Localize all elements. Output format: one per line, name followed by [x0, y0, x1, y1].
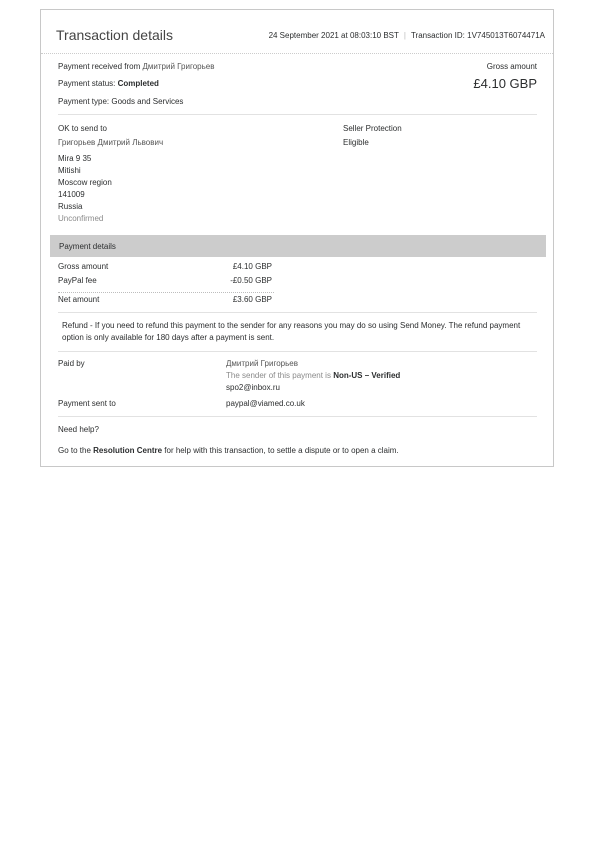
transaction-datetime: 24 September 2021 at 08:03:10 BST: [268, 31, 399, 40]
address-status: Unconfirmed: [58, 214, 104, 223]
gross-row-label: Gross amount: [58, 262, 109, 271]
page-title: Transaction details: [56, 27, 173, 43]
sent-to-email: paypal@viamed.co.uk: [226, 399, 305, 408]
received-name: Дмитрий Григорьев: [142, 62, 215, 71]
payment-details-band: [50, 235, 546, 257]
address-line: Moscow region: [58, 178, 112, 187]
status-value: Completed: [117, 79, 159, 88]
divider: [58, 351, 537, 352]
address-line: Mitishi: [58, 166, 81, 175]
payer-name: Дмитрий Григорьев: [226, 359, 298, 368]
sent-to-label: Payment sent to: [58, 399, 116, 408]
payment-type: [58, 97, 183, 106]
payment-status: [58, 79, 159, 88]
transaction-card: [40, 9, 554, 467]
divider: [58, 114, 537, 115]
ok-to-send-label: OK to send to: [58, 124, 107, 133]
help-prefix: Go to the: [58, 446, 91, 455]
net-row-value: £3.60 GBP: [232, 295, 272, 304]
recipient-name: Григорьев Дмитрий Львович: [58, 138, 164, 147]
gross-amount-value: £4.10 GBP: [473, 76, 537, 91]
divider: [58, 416, 537, 417]
type-label: Payment type:: [58, 97, 110, 106]
paid-by-label: Paid by: [58, 359, 85, 368]
payment-details-heading: Payment details: [59, 242, 116, 251]
address-line: Mira 9 35: [58, 154, 92, 163]
header-divider: [41, 53, 553, 54]
seller-protection-value: Eligible: [343, 138, 369, 147]
transaction-id-label: Transaction ID:: [410, 31, 465, 40]
status-label: Payment status:: [58, 79, 116, 88]
sender-verification: [226, 371, 400, 380]
address-line: 141009: [58, 190, 85, 199]
gross-row-value: £4.10 GBP: [232, 262, 272, 271]
transaction-meta: [269, 31, 545, 40]
fee-row-label: PayPal fee: [58, 276, 97, 285]
payer-email: spo2@inbox.ru: [226, 383, 280, 392]
received-label: Payment received from: [58, 62, 141, 71]
gross-amount-label: Gross amount: [486, 62, 537, 71]
resolution-centre-link[interactable]: Resolution Centre: [93, 446, 163, 455]
fee-row-value: -£0.50 GBP: [230, 276, 272, 285]
help-suffix: for help with this transaction, to settle a dispute or to open a claim.: [164, 446, 399, 455]
received-from: [58, 62, 214, 71]
fee-divider: [58, 292, 274, 293]
address-line: Russia: [58, 202, 83, 211]
help-text: [58, 446, 399, 455]
sender-status: Non-US – Verified: [333, 371, 401, 380]
meta-separator: |: [403, 31, 406, 40]
transaction-id: 1V745013T6074471A: [467, 31, 545, 40]
seller-protection-label: Seller Protection: [343, 124, 402, 133]
net-row-label: Net amount: [58, 295, 100, 304]
need-help-heading: Need help?: [58, 425, 99, 434]
type-value: Goods and Services: [111, 97, 184, 106]
refund-note: Refund - If you need to refund this payment to the sender for any reasons you may do so using Send Money. The refund payment option is only available for 180 days after a payment is sent.: [62, 321, 521, 342]
divider: [58, 312, 537, 313]
sender-note: The sender of this payment is: [226, 371, 331, 380]
